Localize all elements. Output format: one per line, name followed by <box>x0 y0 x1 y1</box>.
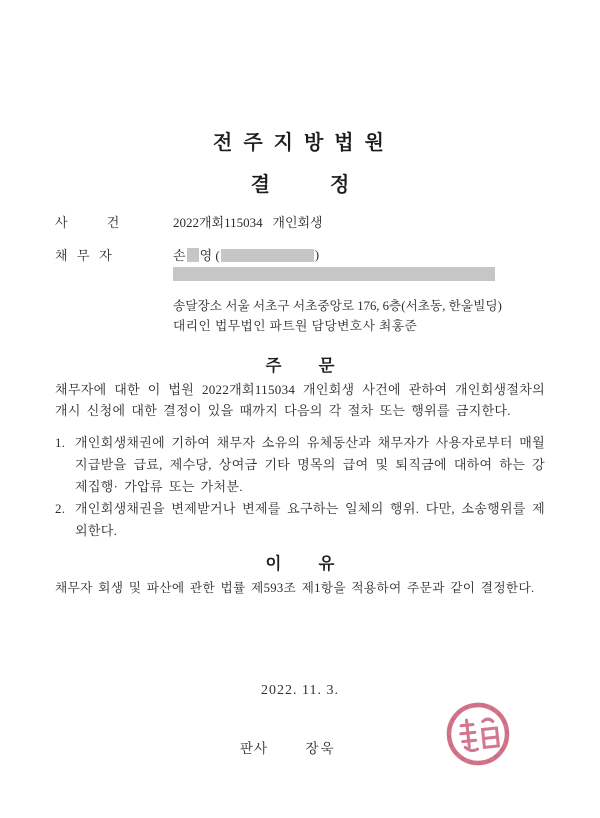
judge-name: 장욱 <box>305 741 336 756</box>
redaction-box-address <box>173 267 495 281</box>
debtor-label: 채 무 자 <box>55 248 113 263</box>
debtor-name-first: 손 <box>173 248 186 263</box>
order-item-1 <box>55 432 545 498</box>
order-intro: 채무자에 대한 이 법원 2022개회115034 개인회생 사건에 관하여 개인회생절차의 개시 신청에 대한 결정이 있을 때까지 다음의 각 절차 또는 행위를 금지한다. <box>55 382 545 418</box>
item-number: 1. <box>55 435 66 450</box>
decision-date: 2022. 11. 3. <box>261 683 339 698</box>
order-item-2 <box>55 498 545 542</box>
court-name: 전 주 지 방 법 원 <box>213 132 387 154</box>
item-text: 개인회생채권을 변제받거나 변제를 요구하는 일체의 행위. 다만, 소송행위를 제외한다. <box>75 501 545 538</box>
debtor-row <box>55 245 545 334</box>
judge-label: 판사 <box>240 741 269 756</box>
case-row <box>55 212 545 231</box>
item-number: 2. <box>55 501 66 516</box>
case-number: 2022개회115034 개인회생 <box>173 215 323 230</box>
judge-seal-stamp <box>441 697 516 772</box>
case-label: 사 건 <box>55 215 121 230</box>
reason-heading: 이 유 <box>265 554 335 573</box>
redaction-box-id <box>221 249 314 262</box>
order-heading: 주 문 <box>265 356 335 375</box>
debtor-value <box>173 245 545 334</box>
seal-icon <box>441 697 516 772</box>
debtor-paren-close: ) <box>314 246 320 262</box>
service-address: 송달장소 서울 서초구 서초중앙로 176, 6층(서초동, 한울빌딩) <box>173 299 502 313</box>
attorney-line: 대리인 법무법인 파트원 담당변호사 최홍준 <box>173 319 418 333</box>
document-title: 결 정 <box>250 174 350 196</box>
debtor-name-line <box>173 245 545 264</box>
case-info-section <box>55 212 545 334</box>
redaction-box-name <box>187 248 199 262</box>
debtor-name-last: 영 ( <box>199 248 220 263</box>
reason-text: 채무자 회생 및 파산에 관한 법률 제593조 제1항을 적용하여 주문과 같이 결정한다. <box>55 581 535 595</box>
item-text: 개인회생채권에 기하여 채무자 소유의 유체동산과 채무자가 사용자로부터 매월 지급받을 급료, 제수당, 상여금 기타 명목의 급여 및 퇴직금에 대하여 하는 강제집행· 가압류 또는 가처분. <box>75 435 545 494</box>
order-list <box>55 432 545 542</box>
